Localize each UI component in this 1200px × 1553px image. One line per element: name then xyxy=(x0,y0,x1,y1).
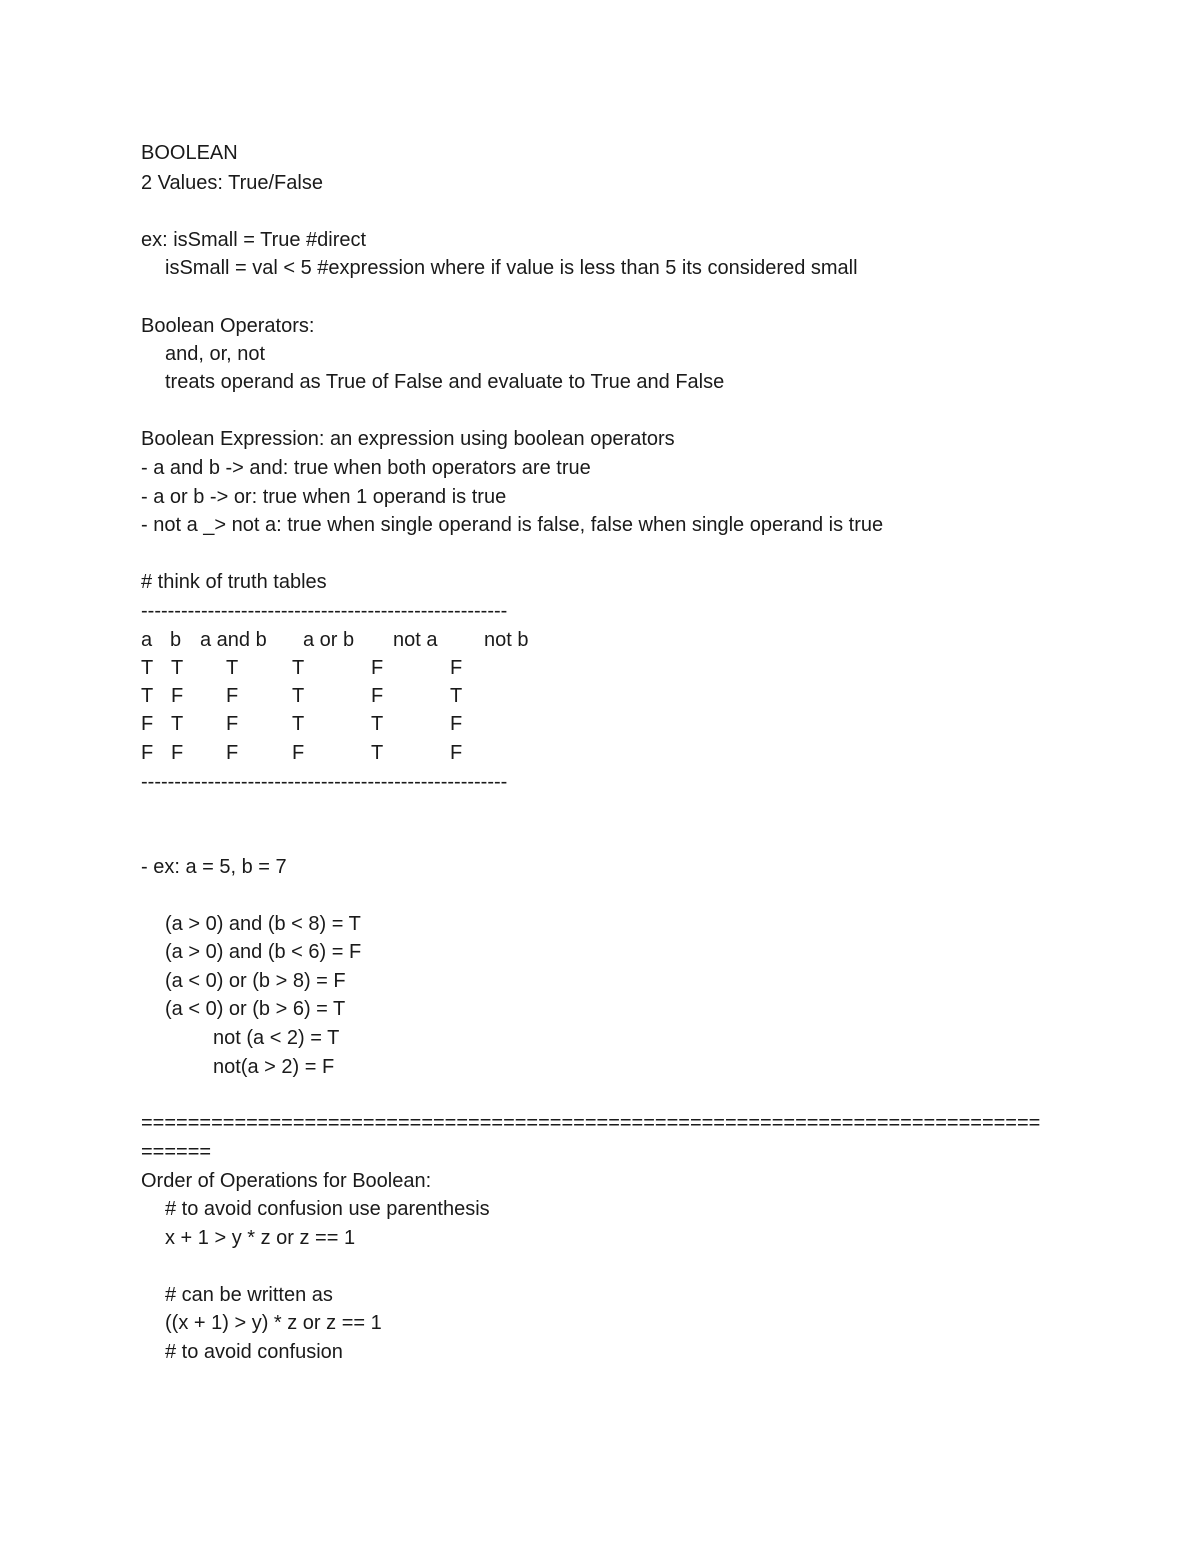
operators-list: and, or, not xyxy=(165,343,266,365)
header-cell: a xyxy=(141,629,153,651)
truth-table-divider-bottom: ------------------------------------------------------- xyxy=(141,771,508,793)
table-cell: F xyxy=(371,685,384,707)
order-heading: Order of Operations for Boolean: xyxy=(141,1170,432,1192)
doc-title: BOOLEAN xyxy=(141,142,238,164)
table-cell: T xyxy=(171,713,184,735)
order-line: # can be written as xyxy=(165,1284,333,1306)
order-line: # to avoid confusion use parenthesis xyxy=(165,1198,490,1220)
example-expression: (a < 0) or (b > 8) = F xyxy=(165,970,346,992)
examples-intro: - ex: a = 5, b = 7 xyxy=(141,856,287,878)
table-cell: F xyxy=(171,685,184,707)
example-not-expression: not (a < 2) = T xyxy=(213,1027,340,1049)
expression-item: - not a _> not a: true when single operand is false, false when single operand is true xyxy=(141,514,884,536)
table-cell: T xyxy=(371,713,384,735)
example-not-expression: not(a > 2) = F xyxy=(213,1056,335,1078)
table-cell: T xyxy=(141,657,154,679)
expression-item: - a and b -> and: true when both operators are true xyxy=(141,457,591,479)
order-line: x + 1 > y * z or z == 1 xyxy=(165,1227,356,1249)
order-line: # to avoid confusion xyxy=(165,1341,343,1363)
header-cell: not b xyxy=(484,629,529,651)
separator-line-1: ============================================================================= xyxy=(141,1112,1041,1134)
header-cell: not a xyxy=(393,629,438,651)
table-cell: F xyxy=(292,742,305,764)
values-line: 2 Values: True/False xyxy=(141,172,323,194)
table-cell: F xyxy=(450,742,463,764)
table-cell: F xyxy=(226,742,239,764)
header-cell: a and b xyxy=(200,629,267,651)
example-expression: (a > 0) and (b < 8) = T xyxy=(165,913,361,935)
table-cell: T xyxy=(171,657,184,679)
table-cell: F xyxy=(226,713,239,735)
expressions-heading: Boolean Expression: an expression using boolean operators xyxy=(141,428,675,450)
table-cell: T xyxy=(141,685,154,707)
example-line-1: ex: isSmall = True #direct xyxy=(141,229,367,251)
table-cell: F xyxy=(141,742,154,764)
table-cell: T xyxy=(292,713,305,735)
table-cell: F xyxy=(171,742,184,764)
order-line: ((x + 1) > y) * z or z == 1 xyxy=(165,1312,382,1334)
table-cell: T xyxy=(450,685,463,707)
table-cell: T xyxy=(226,657,239,679)
operators-description: treats operand as True of False and evaluate to True and False xyxy=(165,371,725,393)
table-cell: F xyxy=(450,657,463,679)
example-expression: (a < 0) or (b > 6) = T xyxy=(165,998,346,1020)
table-cell: F xyxy=(450,713,463,735)
table-cell: F xyxy=(226,685,239,707)
table-cell: T xyxy=(292,685,305,707)
expression-item: - a or b -> or: true when 1 operand is true xyxy=(141,486,507,508)
separator-line-2: ====== xyxy=(141,1141,212,1163)
example-expression: (a > 0) and (b < 6) = F xyxy=(165,941,362,963)
truth-table-divider-top: ------------------------------------------------------- xyxy=(141,600,508,622)
header-cell: b xyxy=(170,629,182,651)
table-cell: F xyxy=(371,657,384,679)
example-line-2: isSmall = val < 5 #expression where if value is less than 5 its considered small xyxy=(165,257,858,279)
header-cell: a or b xyxy=(303,629,355,651)
truth-table-comment: # think of truth tables xyxy=(141,571,327,593)
table-cell: T xyxy=(292,657,305,679)
table-cell: F xyxy=(141,713,154,735)
table-cell: T xyxy=(371,742,384,764)
operators-heading: Boolean Operators: xyxy=(141,315,315,337)
